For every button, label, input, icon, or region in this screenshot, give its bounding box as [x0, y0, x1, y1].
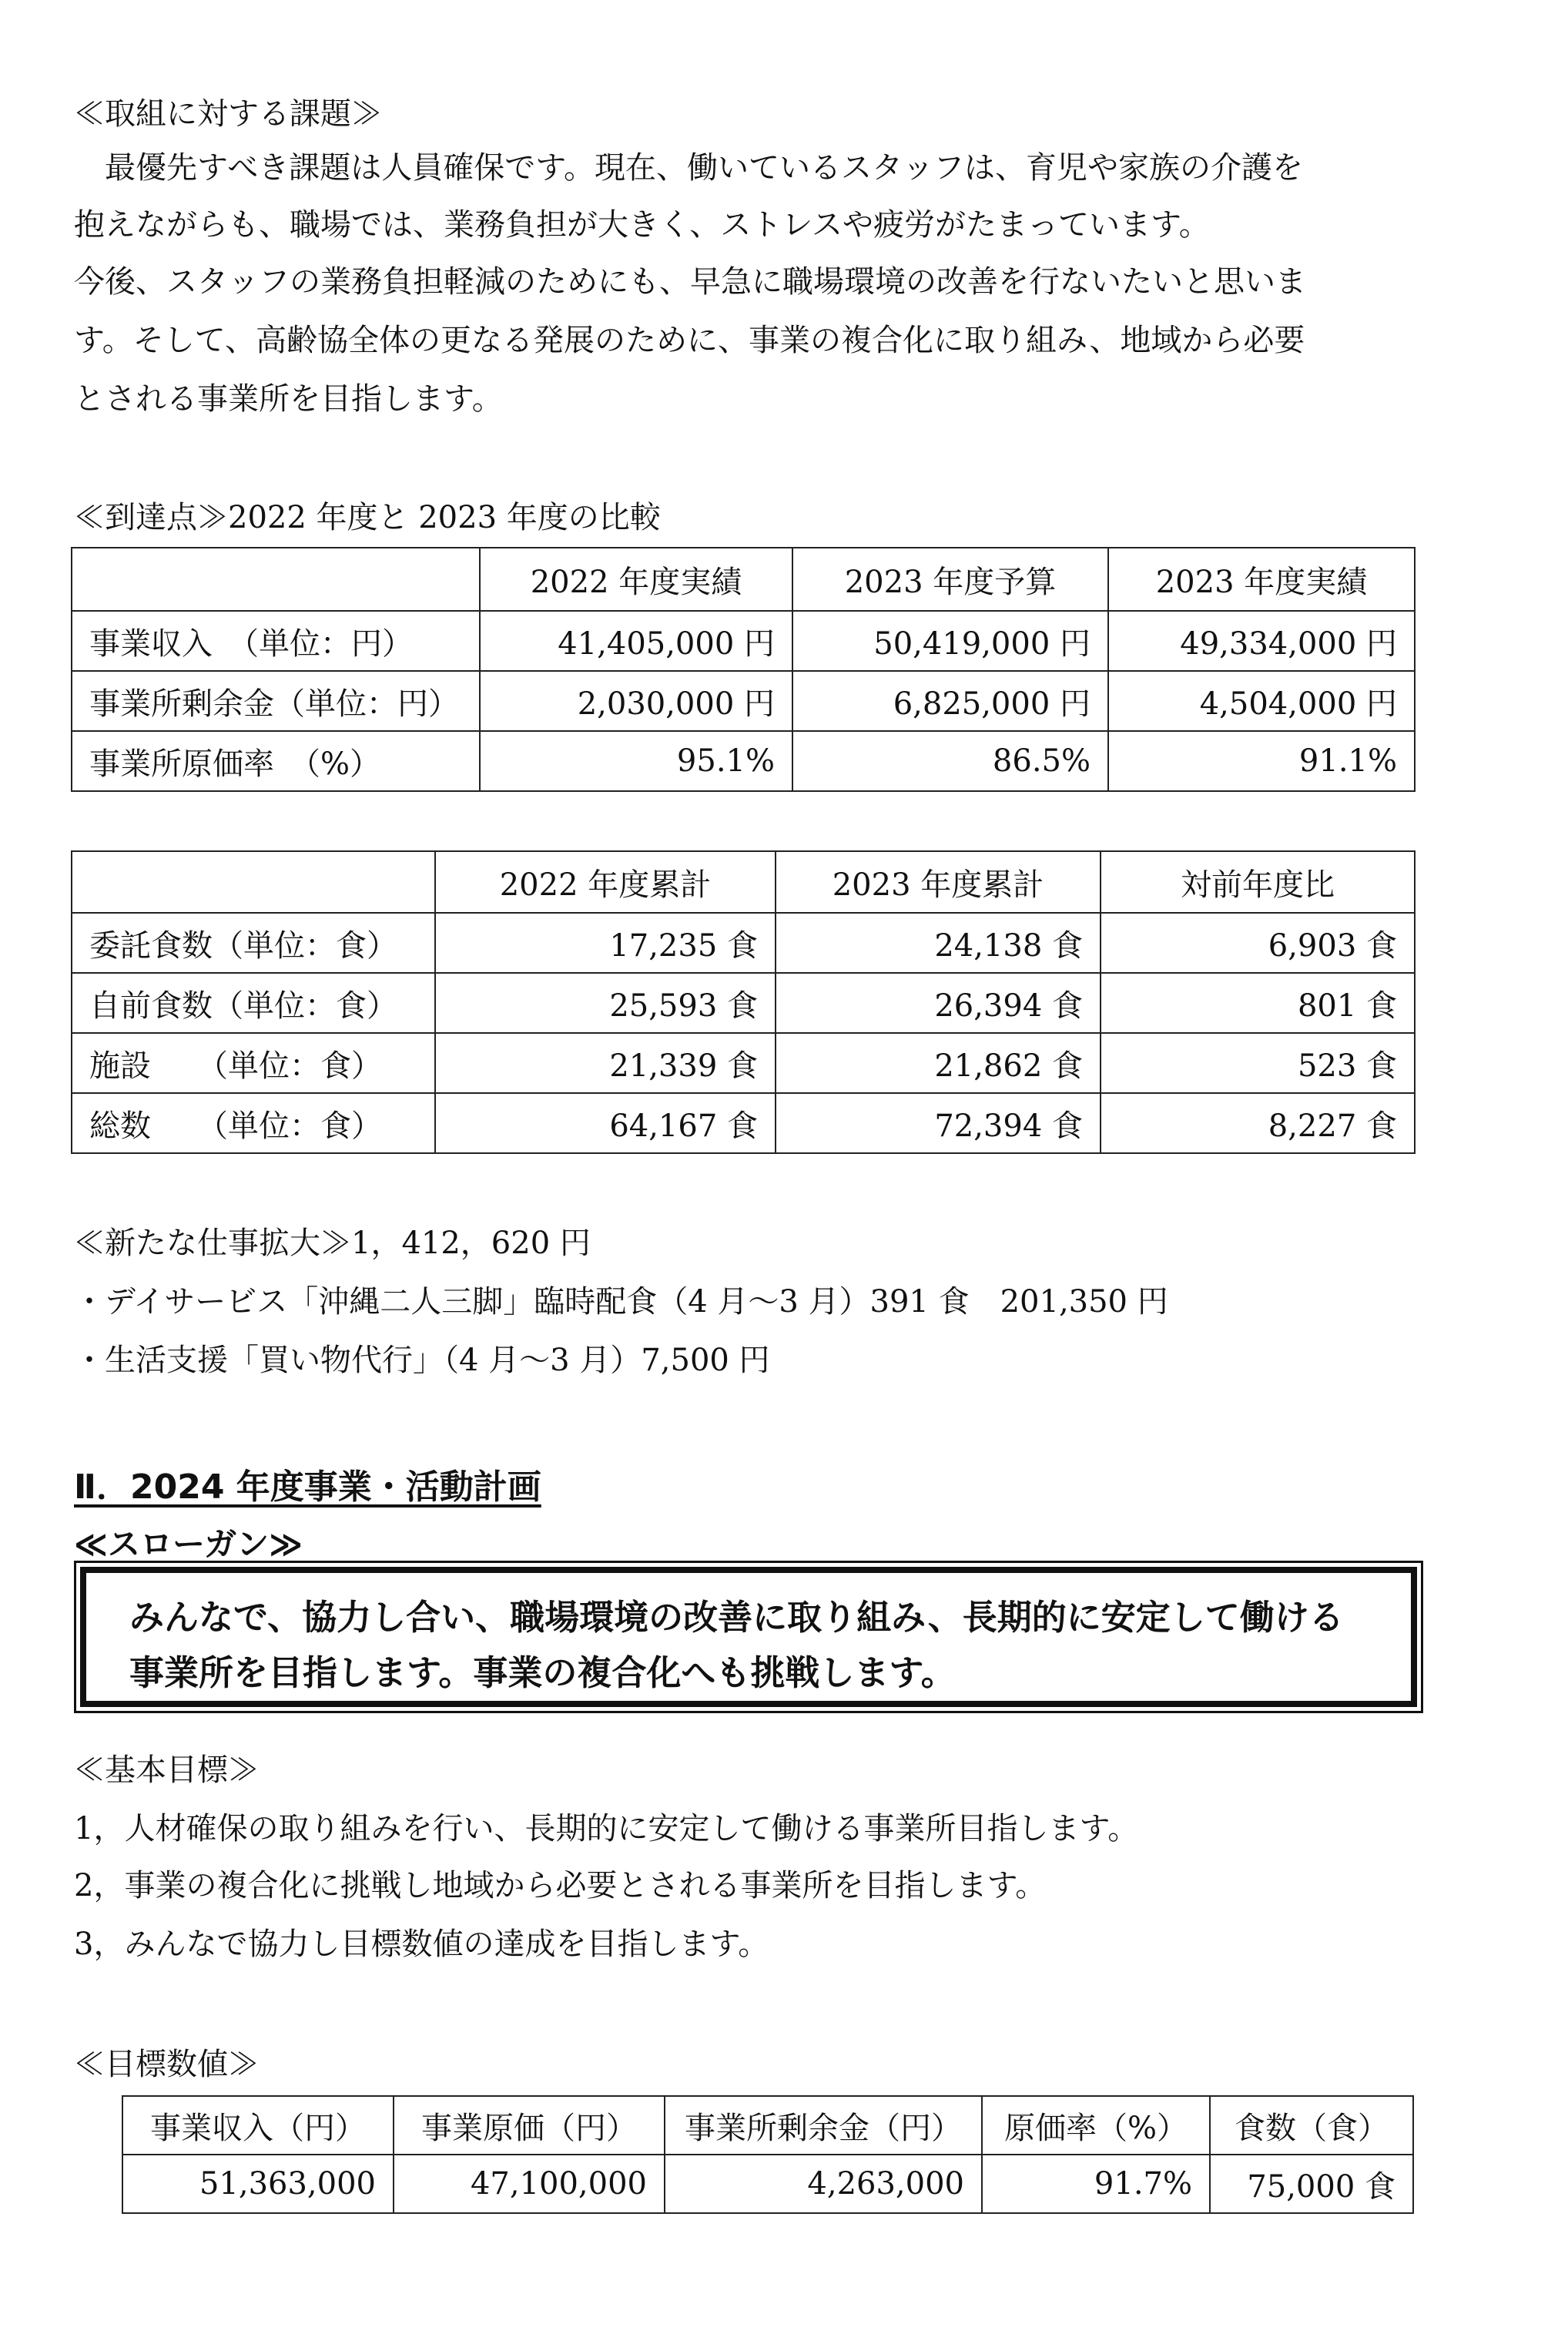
table-row — [122, 2155, 1413, 2213]
table-header-cell: 2022 年度実績 — [480, 548, 792, 611]
table-cell: 95.1% — [480, 731, 792, 791]
table-cell: 6,825,000 円 — [792, 671, 1108, 731]
achievement-heading: ≪到達点≫2022 年度と 2023 年度の比較 — [74, 500, 661, 535]
plan-section-title: Ⅱ．2024 年度事業・活動計画 — [74, 1467, 541, 1507]
table-cell: 4,263,000 — [665, 2155, 982, 2213]
slogan-line-1: みんなで、協力し合い、職場環境の改善に取り組み、長期的に安定して働ける — [129, 1597, 1344, 1638]
table-header-row — [72, 548, 1415, 611]
table-row — [72, 671, 1415, 731]
slogan-heading: ≪スローガン≫ — [74, 1525, 303, 1563]
issues-line-2: 抱えながらも、職場では、業務負担が大きく、ストレスや疲労がたまっています。 — [74, 207, 1210, 243]
table-header-cell — [72, 548, 480, 611]
table-cell: 21,339 食 — [435, 1033, 776, 1093]
row-label: 自前食数（単位：食） — [72, 973, 435, 1033]
table-cell: 8,227 食 — [1101, 1093, 1415, 1153]
table-header-cell: 原価率（%） — [982, 2096, 1210, 2155]
table-cell: 50,419,000 円 — [792, 611, 1108, 671]
table-row — [72, 1093, 1415, 1153]
table-cell: 801 食 — [1101, 973, 1415, 1033]
goals-heading: ≪基本目標≫ — [74, 1752, 259, 1788]
table-header-cell: 事業収入（円） — [122, 2096, 394, 2155]
table-cell: 26,394 食 — [776, 973, 1101, 1033]
table-cell: 47,100,000 — [394, 2155, 665, 2213]
table-cell: 64,167 食 — [435, 1093, 776, 1153]
table-cell: 72,394 食 — [776, 1093, 1101, 1153]
achievement-table-2 — [71, 850, 1416, 1154]
table-cell: 49,334,000 円 — [1108, 611, 1415, 671]
table-row — [72, 973, 1415, 1033]
table-header-cell: 事業原価（円） — [394, 2096, 665, 2155]
goal-item-2: 2，事業の複合化に挑戦し地域から必要とされる事業所を目指します。 — [74, 1868, 1047, 1903]
table-header-cell: 事業所剰余金（円） — [665, 2096, 982, 2155]
row-label: 委託食数（単位：食） — [72, 913, 435, 973]
table-cell: 17,235 食 — [435, 913, 776, 973]
table-header-cell: 2022 年度累計 — [435, 851, 776, 913]
table-header-row — [72, 851, 1415, 913]
table-cell: 25,593 食 — [435, 973, 776, 1033]
targets-heading: ≪目標数値≫ — [74, 2047, 259, 2082]
issues-line-3: 今後、スタッフの業務負担軽減のためにも、早急に職場環境の改善を行ないたいと思いま — [74, 264, 1306, 300]
table-header-cell: 2023 年度予算 — [792, 548, 1108, 611]
table-cell: 2,030,000 円 — [480, 671, 792, 731]
table-cell: 21,862 食 — [776, 1033, 1101, 1093]
table-header-cell: 対前年度比 — [1101, 851, 1415, 913]
table-cell: 523 食 — [1101, 1033, 1415, 1093]
table-cell: 41,405,000 円 — [480, 611, 792, 671]
table-cell: 91.1% — [1108, 731, 1415, 791]
goal-item-1: 1，人材確保の取り組みを行い、長期的に安定して働ける事業所目指します。 — [74, 1811, 1139, 1846]
issues-heading: ≪取組に対する課題≫ — [74, 96, 382, 132]
table-cell: 86.5% — [792, 731, 1108, 791]
table-cell: 91.7% — [982, 2155, 1210, 2213]
row-label: 事業所剰余金（単位：円） — [72, 671, 480, 731]
expansion-item-1: ・デイサービス「沖縄二人三脚」臨時配食（4 月～3 月）391 食 201,350 円 — [74, 1284, 1168, 1320]
table-row — [72, 731, 1415, 791]
expansion-heading: ≪新たな仕事拡大≫1，412，620 円 — [74, 1226, 591, 1261]
table-row — [72, 913, 1415, 973]
table-row — [72, 1033, 1415, 1093]
table-cell: 51,363,000 — [122, 2155, 394, 2213]
table-cell: 4,504,000 円 — [1108, 671, 1415, 731]
issues-line-1: 最優先すべき課題は人員確保です。現在、働いているスタッフは、育児や家族の介護を — [74, 150, 1303, 186]
row-label: 総数 （単位：食） — [72, 1093, 435, 1153]
goal-item-3: 3，みんなで協力し目標数値の達成を目指します。 — [74, 1927, 769, 1962]
table-header-cell: 2023 年度実績 — [1108, 548, 1415, 611]
table-row — [72, 611, 1415, 671]
slogan-box — [74, 1561, 1423, 1713]
issues-line-4: す。そして、高齢協全体の更なる発展のために、事業の複合化に取り組み、地域から必要 — [74, 323, 1305, 358]
targets-table — [122, 2095, 1414, 2214]
table-header-cell — [72, 851, 435, 913]
row-label: 事業所原価率 （%） — [72, 731, 480, 791]
slogan-line-2: 事業所を目指します。事業の複合化へも挑戦します。 — [129, 1652, 956, 1693]
expansion-item-2: ・生活支援「買い物代行」（4 月～3 月）7,500 円 — [74, 1343, 770, 1378]
table-cell: 24,138 食 — [776, 913, 1101, 973]
row-label: 施設 （単位：食） — [72, 1033, 435, 1093]
table-cell: 75,000 食 — [1210, 2155, 1413, 2213]
table-header-cell: 2023 年度累計 — [776, 851, 1101, 913]
table-cell: 6,903 食 — [1101, 913, 1415, 973]
table-header-row — [122, 2096, 1413, 2155]
table-header-cell: 食数（食） — [1210, 2096, 1413, 2155]
issues-line-5: とされる事業所を目指します。 — [74, 381, 503, 417]
row-label: 事業収入 （単位：円） — [72, 611, 480, 671]
slogan-text — [80, 1567, 1417, 1707]
achievement-table-1 — [71, 547, 1416, 792]
